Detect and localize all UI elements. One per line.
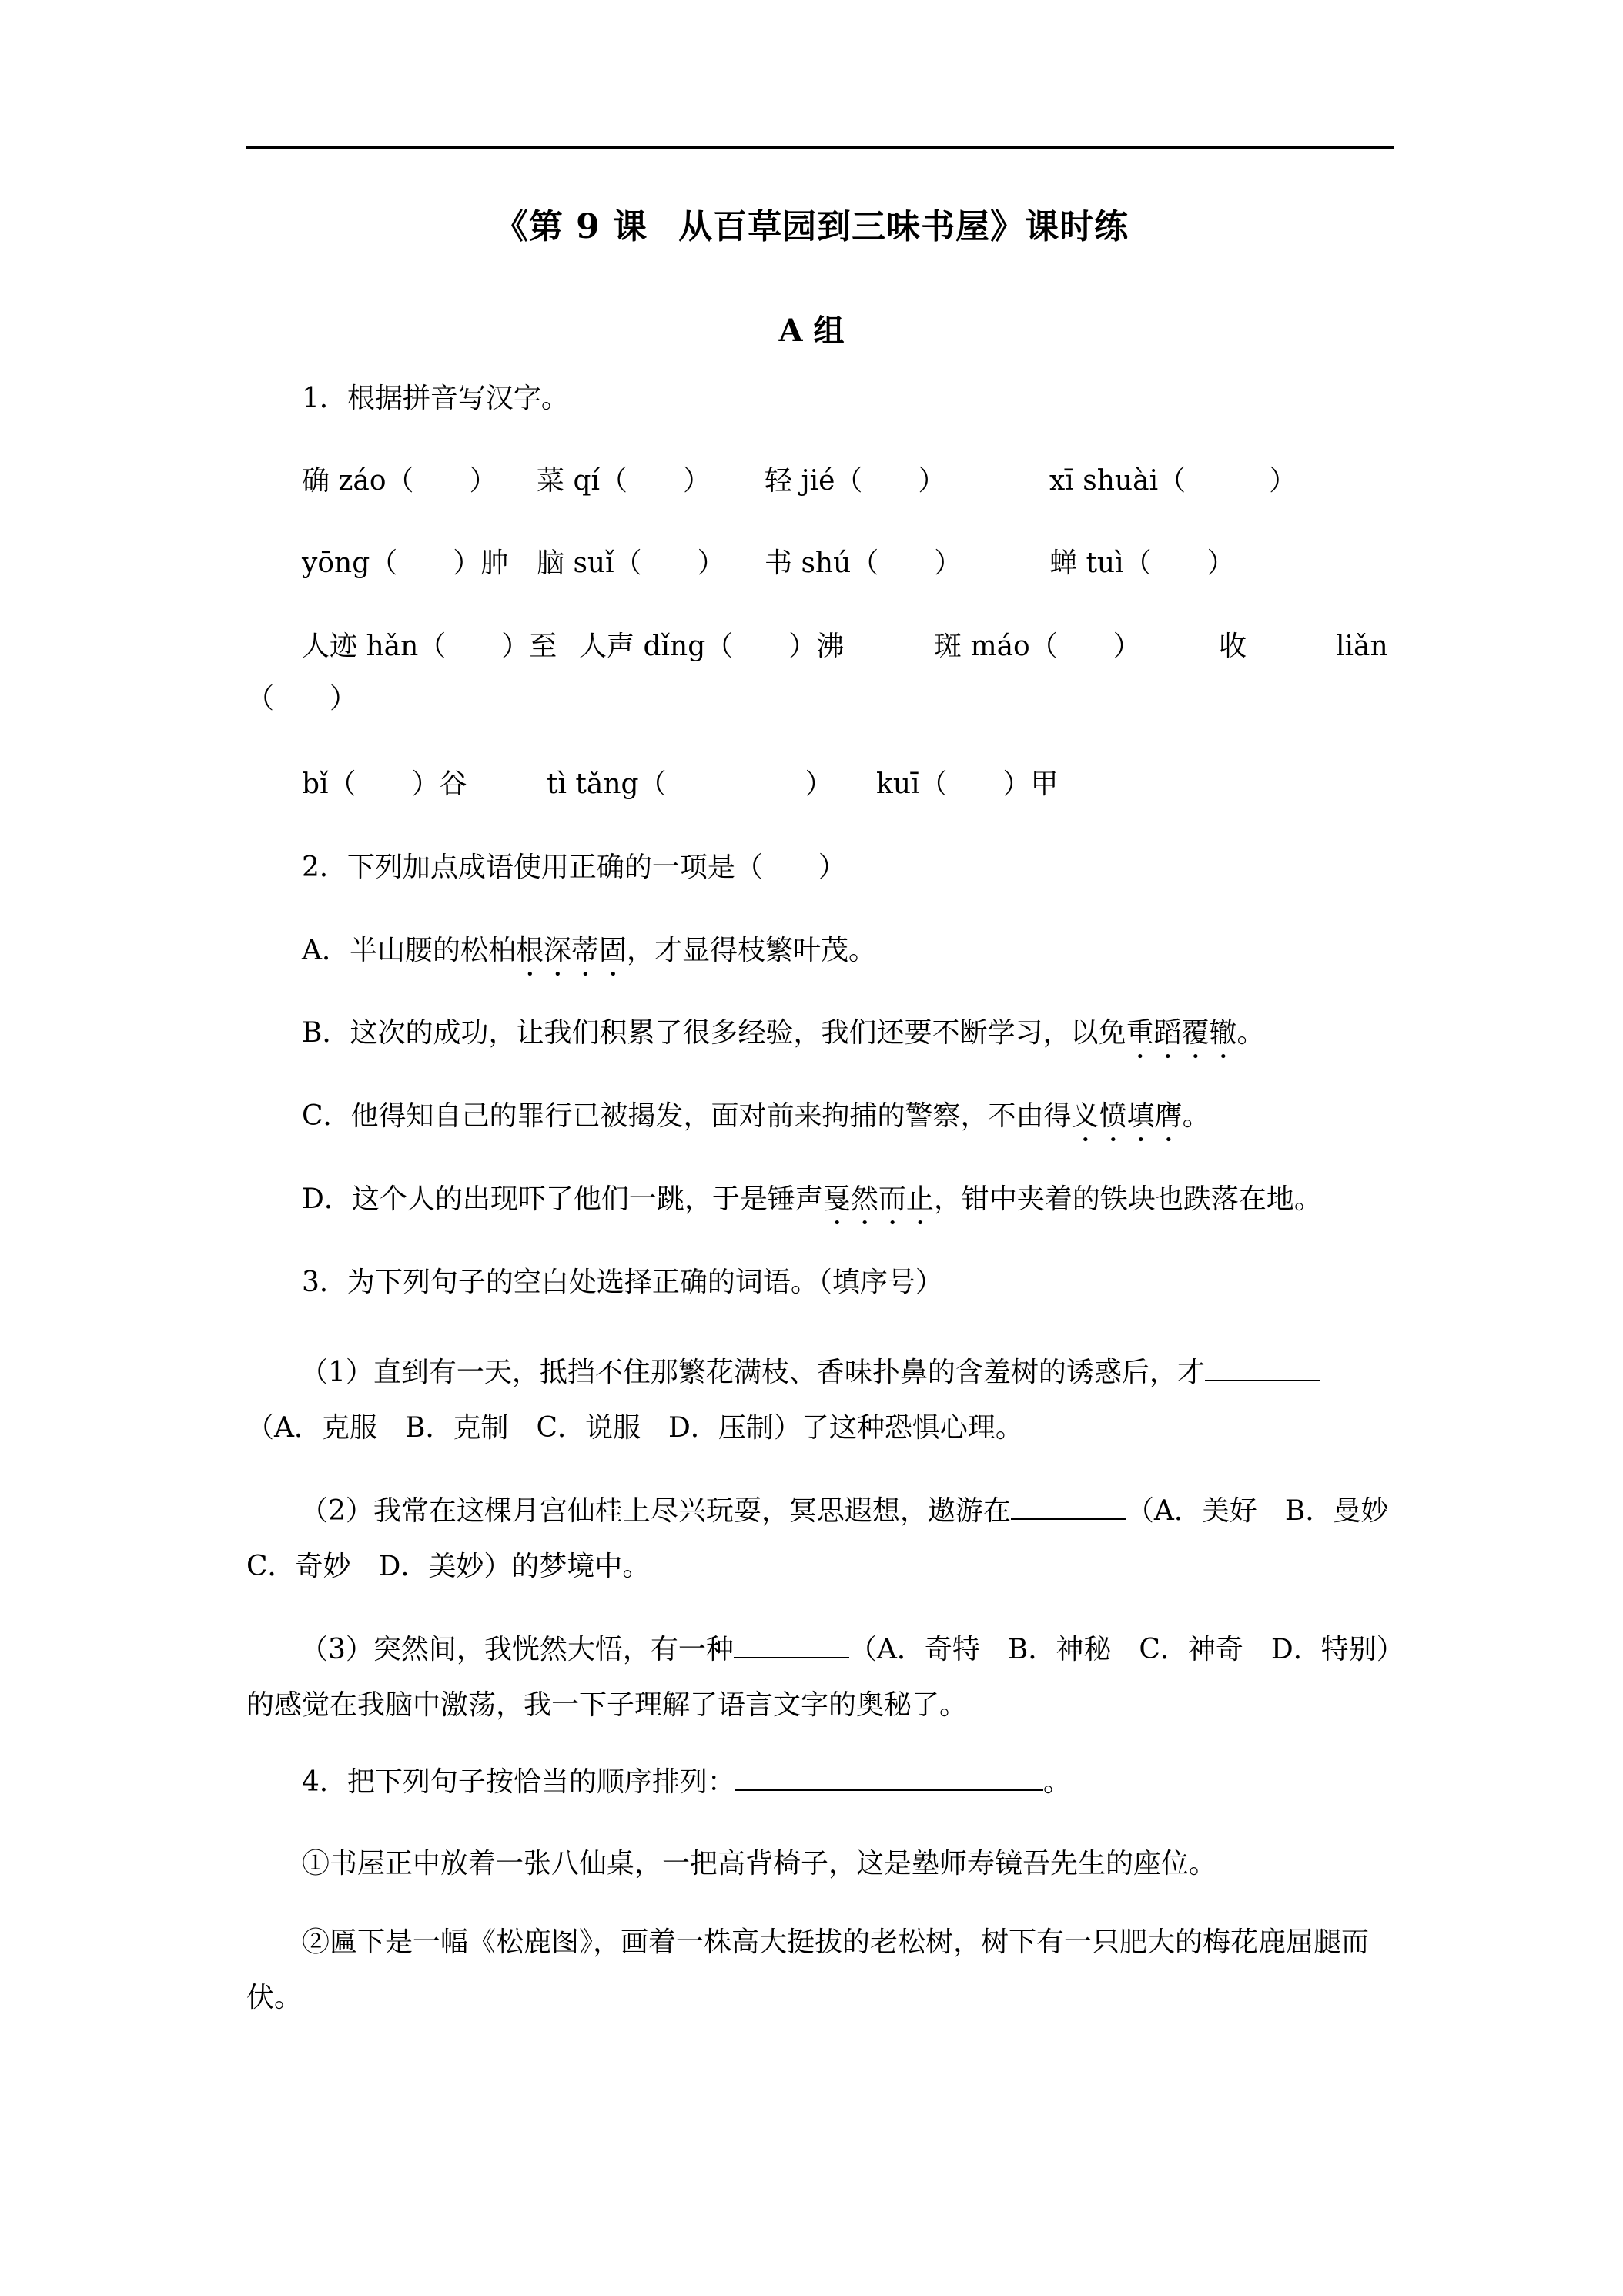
q3-sentence-3: （3）突然间，我恍然大悟，有一种 （A．奇特 B．神秘 C．神奇 D．特别）的感觉在我脑中激荡，我一下子理解了语言文字的奥秘了。 bbox=[246, 1634, 1390, 1721]
header-rule bbox=[246, 146, 1394, 149]
q1-item: 书 shú（ ） bbox=[765, 547, 962, 579]
answer-blank[interactable] bbox=[1011, 1494, 1126, 1520]
q1-stem: 1．根据拼音写汉字。 bbox=[302, 383, 569, 414]
group-heading: A 组 bbox=[778, 313, 845, 349]
emphasized-idiom: 根深蒂固 bbox=[516, 935, 627, 966]
q1-item: 斑 máo（ ） bbox=[934, 631, 1141, 662]
q1-item: 确 záo（ ） bbox=[302, 465, 497, 497]
q1-item: （ ） bbox=[246, 683, 358, 715]
page-title: 《第 9 课 从百草园到三味书屋》课时练 bbox=[494, 207, 1129, 246]
emphasized-idiom: 重蹈覆辙 bbox=[1126, 1017, 1237, 1049]
q1-item: 人迹 hǎn（ ）至 bbox=[302, 631, 557, 662]
q1-item: liǎn bbox=[1336, 631, 1388, 662]
q3-stem: 3．为下列句子的空白处选择正确的词语。（填序号） bbox=[302, 1267, 943, 1298]
q1-item: 蝉 tuì（ ） bbox=[1049, 547, 1235, 579]
q2-option-c: C．他得知自己的罪行已被揭发，面对前来拘捕的警察，不由得义愤填膺。 bbox=[302, 1100, 1210, 1132]
emphasized-idiom: 戛然而止 bbox=[822, 1183, 934, 1215]
q3-sentence-1: （1）直到有一天，抵挡不住那繁花满枝、香味扑鼻的含羞树的诱惑后，才（A．克服 B．克制 C．说服 D．压制）了这种恐惧心理。 bbox=[246, 1345, 1394, 1456]
emphasized-idiom: 义愤填膺 bbox=[1071, 1100, 1183, 1132]
q4-sentence-1: ①书屋正中放着一张八仙桌，一把高背椅子，这是塾师寿镜吾先生的座位。 bbox=[302, 1848, 1217, 1879]
q2-option-a: A．半山腰的松柏根深蒂固，才显得枝繁叶茂。 bbox=[302, 935, 877, 966]
q3-sentence-2: （2）我常在这棵月宫仙桂上尽兴玩耍，冥思遐想，遨游在 （A．美好 B．曼妙 C．奇妙 D．美妙）的梦境中。 bbox=[246, 1495, 1417, 1582]
q4-stem: 4．把下列句子按恰当的顺序排列： 。 bbox=[302, 1766, 1071, 1798]
q1-item: xī shuài（ ） bbox=[1049, 465, 1297, 497]
q2-stem: 2．下列加点成语使用正确的一项是（ ） bbox=[302, 852, 846, 883]
q1-item: 菜 qí（ ） bbox=[537, 465, 711, 497]
q1-item: yōng（ ）肿 bbox=[302, 547, 509, 579]
q1-item: tì tǎng（ ） bbox=[547, 768, 833, 800]
q1-item: 收 bbox=[1219, 631, 1247, 662]
q1-item: 轻 jié（ ） bbox=[765, 465, 946, 497]
q4-sentence-2: ②匾下是一幅《松鹿图》，画着一株高大挺拔的老松树，树下有一只肥大的梅花鹿屈腿而伏。 bbox=[246, 1926, 1370, 2013]
answer-blank[interactable] bbox=[1205, 1355, 1320, 1381]
q1-item: 人声 dǐng（ ）沸 bbox=[579, 631, 845, 662]
answer-blank[interactable] bbox=[734, 1632, 849, 1658]
q1-item: bǐ（ ）谷 bbox=[302, 768, 467, 800]
q1-item: kuī（ ）甲 bbox=[876, 768, 1059, 800]
answer-blank[interactable] bbox=[735, 1765, 1043, 1791]
q1-item: 脑 suǐ（ ） bbox=[537, 547, 725, 579]
q2-option-b: B．这次的成功，让我们积累了很多经验，我们还要不断学习，以免重蹈覆辙。 bbox=[302, 1017, 1265, 1049]
q2-option-d: D．这个人的出现吓了他们一跳，于是锤声戛然而止，钳中夹着的铁块也跌落在地。 bbox=[302, 1183, 1322, 1215]
